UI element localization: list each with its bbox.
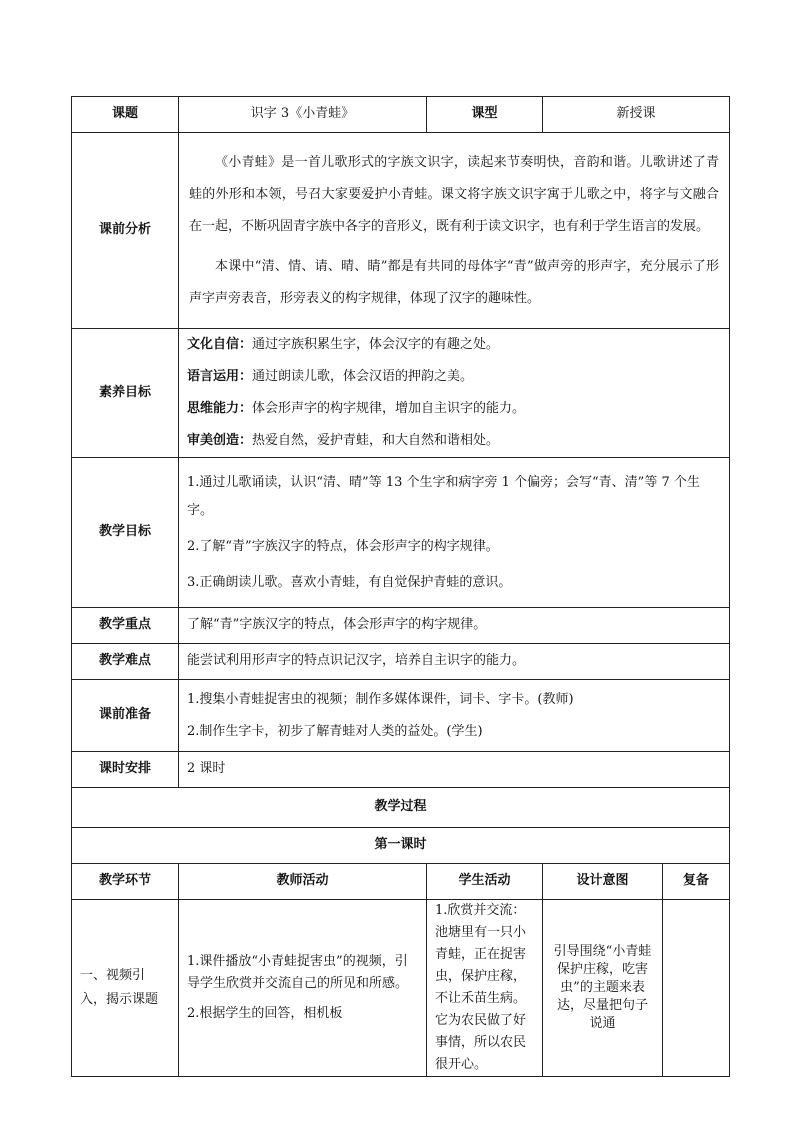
teaching-goals-content bbox=[179, 458, 730, 608]
literacy-text: 体会形声字的构字规律，增加自主识字的能力。 bbox=[252, 401, 526, 416]
column-header: 教师活动 bbox=[179, 864, 427, 900]
literacy-key: 思维能力： bbox=[187, 401, 253, 416]
literacy-content bbox=[179, 329, 730, 458]
review-cell bbox=[663, 900, 730, 1077]
literacy-text: 通过朗读儿歌，体会汉语的押韵之美。 bbox=[252, 369, 474, 384]
teaching-goal: 2.了解“青”字族汉字的特点，体会形声字的构字规律。 bbox=[187, 538, 499, 554]
teacher-activity: 2.根据学生的回答，相机板 bbox=[187, 1006, 343, 1021]
key-point-label: 教学重点 bbox=[72, 608, 179, 644]
column-header: 教学环节 bbox=[72, 864, 179, 900]
schedule-label: 课时安排 bbox=[72, 752, 179, 788]
lesson-title: 第一课时 bbox=[72, 828, 730, 864]
preparation-label: 课前准备 bbox=[72, 680, 179, 752]
teaching-goal: 3.正确朗读儿歌。喜欢小青蛙，有自觉保护青蛙的意识。 bbox=[187, 574, 512, 590]
preparation-item: 2.制作生字卡，初步了解青蛙对人类的益处。(学生) bbox=[187, 723, 483, 739]
column-header: 设计意图 bbox=[543, 864, 663, 900]
literacy-key: 语言运用： bbox=[187, 369, 253, 384]
analysis-content bbox=[179, 133, 730, 329]
table-row bbox=[72, 900, 730, 1077]
analysis-paragraph: 本课中“清、情、请、晴、睛”都是有共同的母体字“青”做声旁的形声字，充分展示了形声字声旁表音，形旁表义的构字规律，体现了汉字的趣味性。 bbox=[189, 258, 720, 306]
student-activity-cell bbox=[427, 900, 543, 1077]
difficulty-text: 能尝试利用形声字的特点识记汉字，培养自主识字的能力。 bbox=[179, 644, 730, 680]
process-title: 教学过程 bbox=[72, 788, 730, 828]
column-header: 学生活动 bbox=[427, 864, 543, 900]
key-point-text: 了解“青”字族汉字的特点，体会形声字的构字规律。 bbox=[179, 608, 730, 644]
student-activity: 1.欣赏并交流：池塘里有一只小青蛙，正在捉害虫，保护庄稼，不让禾苗生病。它为农民做了好事情，所以农民很开心。 bbox=[435, 903, 527, 1072]
difficulty-label: 教学难点 bbox=[72, 644, 179, 680]
topic-value: 识字 3《小青蛙》 bbox=[179, 97, 427, 133]
literacy-key: 审美创造： bbox=[187, 433, 253, 448]
design-intent-cell: 引导围绕“小青蛙保护庄稼，吃害虫”的主题来表达，尽量把句子说通 bbox=[543, 900, 663, 1077]
column-header: 复备 bbox=[663, 864, 730, 900]
literacy-text: 通过字族积累生字，体会汉字的有趣之处。 bbox=[252, 337, 500, 352]
literacy-item bbox=[187, 361, 721, 393]
preparation-content bbox=[179, 680, 730, 752]
teacher-activity: 1.课件播放“小青蛙捉害虫”的视频，引导学生欣赏并交流自己的所见和所感。 bbox=[187, 954, 409, 991]
analysis-paragraph: 《小青蛙》是一首儿歌形式的字族文识字，读起来节奏明快，音韵和谐。儿歌讲述了青蛙的外形和本领，号召大家要爱护小青蛙。课文将字族文识字寓于儿歌之中，将字与文融合在一起，不断巩固青字族中各字的音形义，既有利于读文识字，也有利于学生语言的发展。 bbox=[189, 154, 720, 234]
literacy-key: 文化自信： bbox=[187, 337, 253, 352]
stage-cell: 一、视频引入，揭示课题 bbox=[72, 900, 179, 1077]
literacy-label: 素养目标 bbox=[72, 329, 179, 458]
teaching-goals-label: 教学目标 bbox=[72, 458, 179, 608]
lesson-plan-table bbox=[71, 96, 730, 1077]
literacy-text: 热爱自然，爱护青蛙，和大自然和谐相处。 bbox=[252, 433, 500, 448]
analysis-label: 课前分析 bbox=[72, 133, 179, 329]
type-label: 课型 bbox=[427, 97, 543, 133]
type-value: 新授课 bbox=[543, 97, 730, 133]
literacy-item bbox=[187, 425, 721, 457]
topic-label: 课题 bbox=[72, 97, 179, 133]
schedule-text: 2 课时 bbox=[179, 752, 730, 788]
teaching-goal: 1.通过儿歌诵读，认识“清、晴”等 13 个生字和病字旁 1 个偏旁；会写“青、清”等 7 个生字。 bbox=[187, 474, 700, 518]
teacher-activity-cell bbox=[179, 900, 427, 1077]
literacy-item bbox=[187, 393, 721, 425]
preparation-item: 1.搜集小青蛙捉害虫的视频；制作多媒体课件，词卡、字卡。(教师) bbox=[187, 691, 574, 707]
literacy-item bbox=[187, 329, 721, 361]
